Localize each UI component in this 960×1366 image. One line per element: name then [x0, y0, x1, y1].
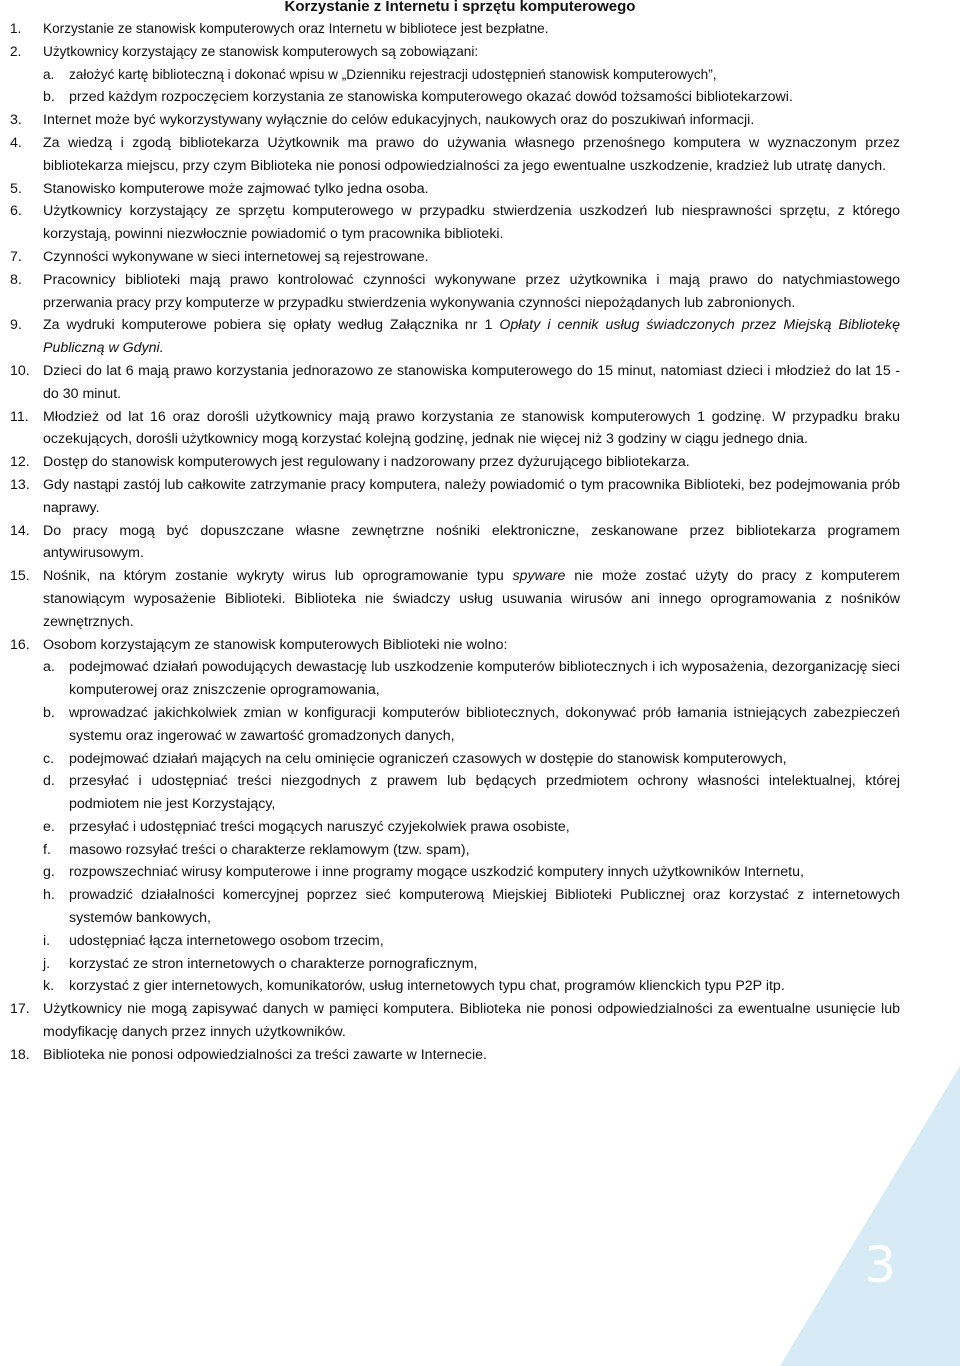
item-number: 10.	[10, 362, 30, 379]
item-number: 8.	[10, 271, 22, 288]
sub-item-letter: e.	[43, 818, 55, 835]
item-number: 15.	[10, 568, 30, 585]
item-text: Korzystanie ze stanowisk komputerowych oraz Internetu w bibliotece jest bezpłatne.	[43, 21, 549, 36]
item-text: Użytkownicy korzystający ze sprzętu komputerowego w przypadku stwierdzenia uszkodzeń lub niesprawności sprzętu, z którego korzystają, powinni niezwłocznie powiadomić o tym pracownika biblioteki.	[43, 203, 900, 243]
sub-item-text: podejmować działań powodujących dewastację lub uszkodzenie komputerów bibliotecznych i ich wyposażenia, dezorganizację sieci komputerowej oraz zniszczenie oprogramowania,	[69, 659, 900, 699]
sub-item	[43, 861, 900, 884]
item-text: Dzieci do lat 6 mają prawo korzystania jednorazowo ze stanowiska komputerowego do 15 minut, natomiast dzieci i młodzież do lat 15 - do 30 minut.	[43, 362, 900, 402]
sub-item-text: rozpowszechniać wirusy komputerowe i inne programy mogące uszkodzić komputery innych użytkowników Internetu,	[69, 864, 804, 881]
list-item	[10, 360, 900, 406]
item-number: 9.	[10, 317, 22, 334]
item-number: 14.	[10, 522, 30, 539]
item-number: 17.	[10, 1001, 30, 1018]
sub-item-text: założyć kartę biblioteczną i dokonać wpisu w „Dzienniku rejestracji udostępnień stanowisk komputerowych”,	[69, 66, 717, 82]
sub-item-letter: f.	[43, 841, 51, 858]
sub-item-letter: a.	[43, 66, 55, 82]
item-text: Biblioteka nie ponosi odpowiedzialności za treści zawarte w Internecie.	[43, 1046, 487, 1063]
list-item	[10, 1044, 900, 1067]
sub-item	[43, 86, 900, 109]
item-text: Do pracy mogą być dopuszczane własne zewnętrzne nośniki elektroniczne, zeskanowane przez bibliotekarza programem antywirusowym.	[43, 522, 900, 562]
page-number: 3	[864, 1236, 896, 1294]
sub-item-letter: d.	[43, 773, 55, 790]
sub-item	[43, 64, 900, 87]
item-text: Użytkownicy nie mogą zapisywać danych w pamięci komputera. Biblioteka nie ponosi odpowiedzialności za ewentualne usunięcie lub modyfikację danych przez innych użytkowników.	[43, 1001, 900, 1041]
item-number: 2.	[10, 43, 22, 59]
sub-item	[43, 884, 900, 930]
item-text: Internet może być wykorzystywany wyłącznie do celów edukacyjnych, naukowych oraz do poszukiwań informacji.	[43, 112, 755, 129]
item-text: Osobom korzystającym ze stanowisk komputerowych Biblioteki nie wolno:	[43, 636, 508, 653]
item-text: Czynności wykonywane w sieci internetowej są rejestrowane.	[43, 248, 429, 265]
sub-item-letter: g.	[43, 864, 55, 881]
sub-item-letter: i.	[43, 932, 51, 949]
sub-item	[43, 702, 900, 748]
sub-item	[43, 839, 900, 862]
item-number: 13.	[10, 476, 30, 493]
list-item	[10, 18, 900, 41]
list-item	[10, 269, 900, 315]
item-text: Użytkownicy korzystający ze stanowisk komputerowych są zobowiązani:	[43, 43, 479, 59]
list-item	[10, 406, 900, 452]
sub-item-letter: a.	[43, 659, 55, 676]
sub-item-text: wprowadzać jakichkolwiek zmian w konfiguracji komputerów bibliotecznych, dokonywać prób łamania istniejących zabezpieczeń systemu oraz ingerować w zawartość gromadzonych danych,	[69, 704, 900, 744]
sub-item-letter: k.	[43, 978, 55, 995]
list-item	[10, 314, 900, 360]
list-item	[10, 634, 900, 999]
item-text: Gdy nastąpi zastój lub całkowite zatrzymanie pracy komputera, należy powiadomić o tym pracownika Biblioteki, bez podejmowania prób naprawy.	[43, 476, 900, 516]
item-number: 3.	[10, 112, 22, 129]
sub-item-letter: b.	[43, 89, 55, 106]
sub-item-text: przed każdym rozpoczęciem korzystania ze stanowiska komputerowego okazać dowód tożsamości bibliotekarzowi.	[69, 89, 793, 106]
list-item	[10, 520, 900, 566]
item-text: Nośnik, na którym zostanie wykryty wirus lub oprogramowanie typu	[43, 568, 513, 585]
list-item	[10, 998, 900, 1044]
sub-item-letter: b.	[43, 704, 55, 721]
item-number: 16.	[10, 636, 30, 653]
sub-item-letter: j.	[43, 955, 51, 972]
sub-item-text: podejmować działań mających na celu ominięcie ograniczeń czasowych w dostępie do stanowisk komputerowych,	[69, 750, 787, 767]
list-item	[10, 132, 900, 178]
rules-list	[10, 18, 900, 1067]
sub-item-text: korzystać z gier internetowych, komunikatorów, usług internetowych typu chat, programów klienckich typu P2P itp.	[69, 978, 785, 995]
list-item	[10, 86, 900, 109]
sub-item-text: przesyłać i udostępniać treści niezgodnych z prawem lub będących przedmiotem ochrony własności intelektualnej, której podmiotem nie jest Korzystający,	[69, 773, 900, 813]
item-number: 6.	[10, 203, 22, 220]
sub-item-letter: c.	[43, 750, 55, 767]
list-item	[10, 200, 900, 246]
list-item	[10, 474, 900, 520]
list-item	[10, 178, 900, 201]
item-number: 7.	[10, 248, 22, 265]
item-text: Stanowisko komputerowe może zajmować tylko jedna osoba.	[43, 180, 429, 197]
sub-item	[43, 748, 900, 771]
item-text-italic: spyware	[512, 568, 566, 585]
item-text: Młodzież od lat 16 oraz dorośli użytkownicy mają prawo korzystania ze stanowisk komputerowych 1 godzinę. W przypadku braku oczekujących, dorośli użytkownicy mogą korzystać kolejną godzinę, jednak nie więcej niż 3 godziny w ciągu jednego dnia.	[43, 408, 900, 448]
list-item	[10, 109, 900, 132]
list-item	[10, 41, 900, 87]
item-number: 4.	[10, 134, 22, 151]
sub-item	[43, 975, 900, 998]
sub-item	[43, 953, 900, 976]
sub-item-text: prowadzić działalności komercyjnej poprzez sieć komputerową Miejskiej Biblioteki Publicznej oraz korzystać z internetowych systemów bankowych,	[69, 887, 900, 927]
item-text: Za wydruki komputerowe pobiera się opłaty według Załącznika nr 1	[43, 317, 500, 334]
list-item	[10, 246, 900, 269]
sub-item	[43, 656, 900, 702]
sub-item-text: masowo rozsyłać treści o charakterze reklamowym (tzw. spam),	[69, 841, 470, 858]
list-item	[10, 451, 900, 474]
item-text: nie może zostać użyty do pracy z komputerem stanowiącym wyposażenie Biblioteki. Biblioteka nie świadczy usług usuwania wirusów ani innego oprogramowania z nośników zewnętrznych.	[43, 568, 900, 630]
item-number: 1.	[10, 21, 22, 36]
document-title: Korzystanie z Internetu i sprzętu komputerowego	[284, 0, 636, 15]
sub-item-text: przesyłać i udostępniać treści mogących naruszyć czyjekolwiek prawa osobiste,	[69, 818, 570, 835]
item-text: Za wiedzą i zgodą bibliotekarza Użytkownik ma prawo do używania własnego przenośnego komputera w wyznaczonym przez bibliotekarza miejscu, przy czym Biblioteka nie ponosi odpowiedzialności za jego ewentualne uszkodzenie, kradzież lub utratę danych.	[43, 134, 900, 174]
list-item	[10, 565, 900, 633]
sub-item-letter: h.	[43, 887, 55, 904]
item-number: 18.	[10, 1046, 30, 1063]
sub-item	[43, 816, 900, 839]
item-text: Dostęp do stanowisk komputerowych jest regulowany i nadzorowany przez dyżurującego bibliotekarza.	[43, 454, 690, 471]
sub-item-text: korzystać ze stron internetowych o charakterze pornograficznym,	[69, 955, 478, 972]
item-text: Pracownicy biblioteki mają prawo kontrolować czynności wykonywane przez użytkownika i mają prawo do natychmiastowego przerwania pracy przy komputerze w przypadku stwierdzenia wykonywania czynności niepożądanych lub zabronionych.	[43, 271, 900, 311]
sub-item	[43, 930, 900, 953]
item-number: 12.	[10, 454, 30, 471]
item-number: 5.	[10, 180, 22, 197]
item-text-italic: Opłaty i cennik usług świadczonych przez Miejską Bibliotekę Publiczną w Gdyni.	[43, 317, 900, 357]
corner-decoration	[780, 1066, 960, 1366]
sub-item	[43, 770, 900, 816]
item-number: 11.	[10, 408, 29, 425]
sub-item-text: udostępniać łącza internetowego osobom trzecim,	[69, 932, 384, 949]
